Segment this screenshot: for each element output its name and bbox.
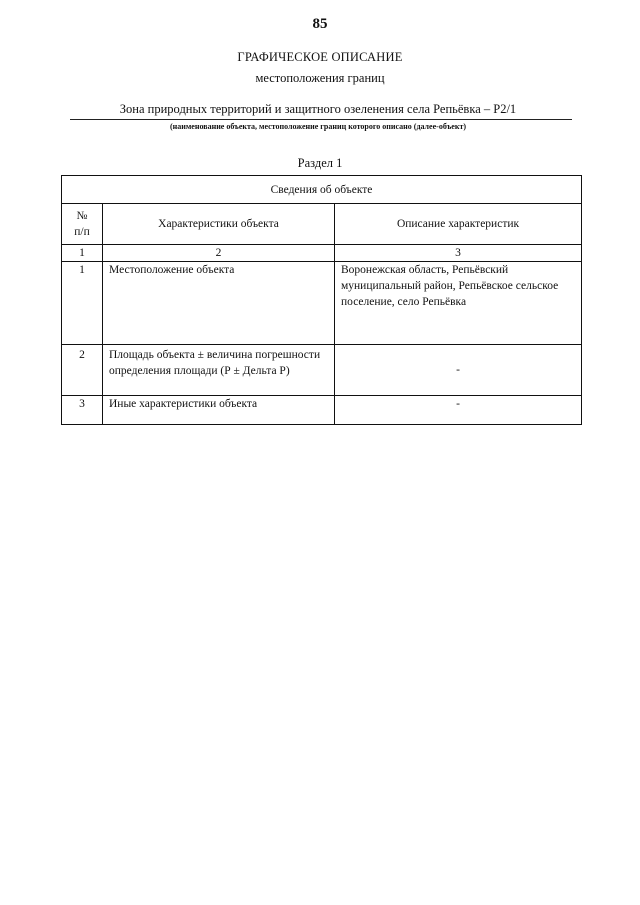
header-characteristics: Характеристики объекта	[103, 204, 335, 245]
row-description: -	[335, 345, 582, 396]
table-row	[62, 396, 582, 425]
object-name-caption: (наименование объекта, местоположение границ которого описано (далее-объект)	[169, 122, 467, 131]
table-caption: Сведения об объекте	[62, 176, 582, 204]
row-characteristic: Местоположение объекта	[103, 262, 335, 345]
row-characteristic: Площадь объекта ± величина погрешности определения площади (Р ± Дельта Р)	[103, 345, 335, 396]
column-number-row	[62, 245, 582, 262]
row-description: Воронежская область, Репьёвский муниципальный район, Репьёвское сельское поселение, село Репьёвка	[335, 262, 582, 345]
column-number: 2	[103, 245, 335, 262]
page-number: 85	[312, 16, 328, 32]
document-title: ГРАФИЧЕСКОЕ ОПИСАНИЕ	[237, 50, 403, 64]
object-info-table	[61, 175, 582, 425]
object-name-underline	[70, 119, 572, 120]
header-number	[62, 204, 103, 245]
table-caption-row	[62, 176, 582, 204]
row-characteristic: Иные характеристики объекта	[103, 396, 335, 425]
row-number: 3	[62, 396, 103, 425]
table-header-row	[62, 204, 582, 245]
object-name: Зона природных территорий и защитного озеленения села Репьёвка – Р2/1	[119, 102, 517, 116]
column-number: 3	[335, 245, 582, 262]
header-description: Описание характеристик	[335, 204, 582, 245]
table-row	[62, 345, 582, 396]
header-number-line2: п/п	[74, 226, 90, 238]
row-number: 2	[62, 345, 103, 396]
header-number-line1: №	[76, 210, 88, 222]
section-title: Раздел 1	[297, 156, 343, 170]
document-subtitle: местоположения границ	[255, 71, 385, 85]
table-row	[62, 262, 582, 345]
row-number: 1	[62, 262, 103, 345]
row-description: -	[335, 396, 582, 425]
column-number: 1	[62, 245, 103, 262]
